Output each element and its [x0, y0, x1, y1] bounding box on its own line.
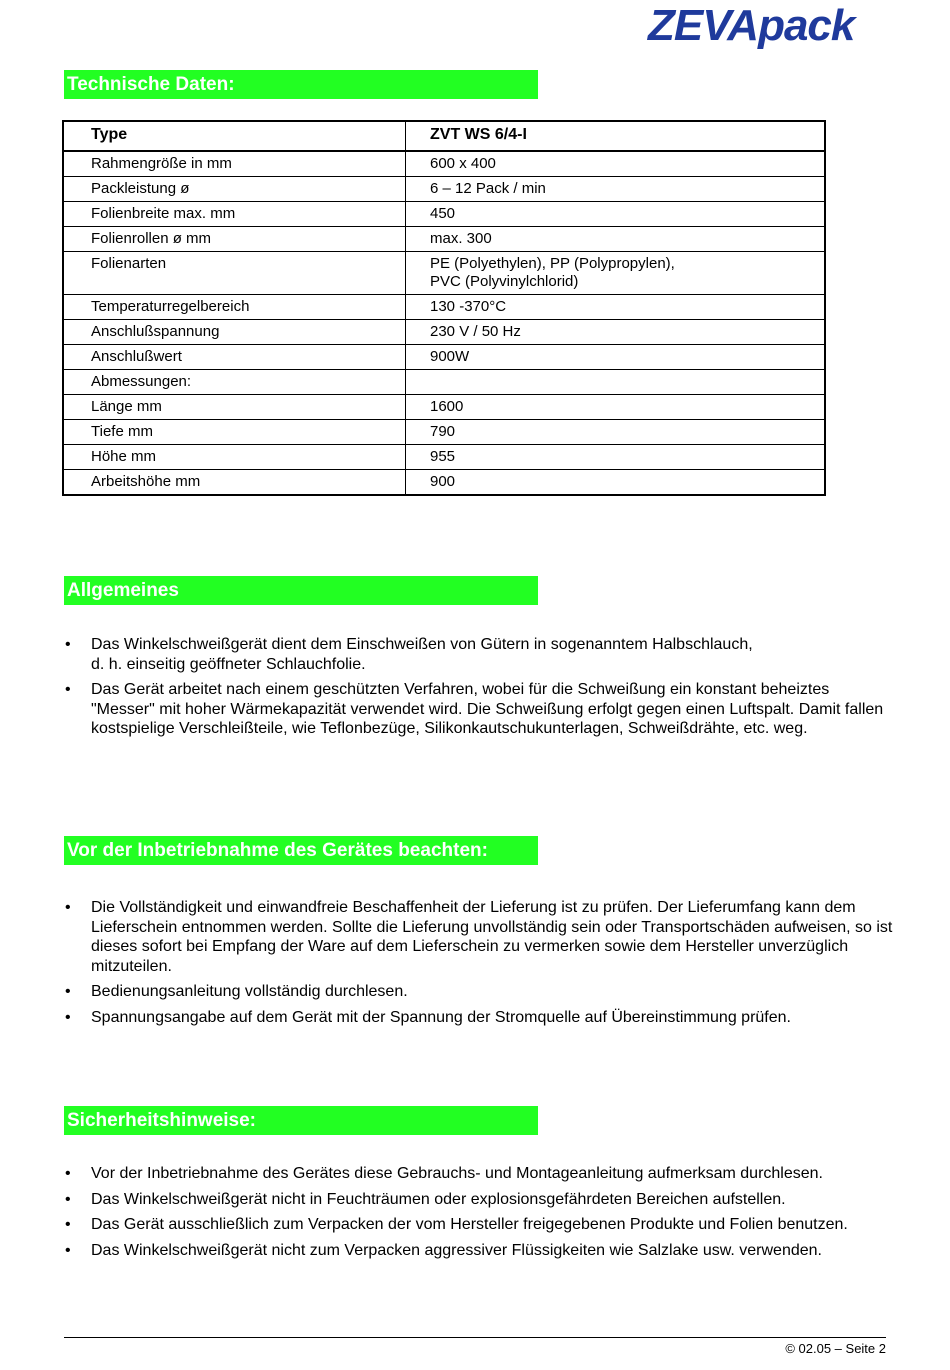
table-row	[63, 420, 825, 445]
footer-page-info: © 02.05 – Seite 2	[785, 1341, 886, 1356]
sicherheitshinweise-list	[64, 1164, 894, 1266]
list-item: • Vor der Inbetriebnahme des Gerätes diese Gebrauchs- und Montageanleitung aufmerksam durchlesen.	[64, 1164, 894, 1184]
spec-value: 900	[406, 470, 826, 496]
table-row	[63, 370, 825, 395]
list-item: • Das Winkelschweißgerät nicht zum Verpacken aggressiver Flüssigkeiten wie Salzlake usw. verwenden.	[64, 1241, 894, 1261]
vor-inbetriebnahme-list	[64, 898, 894, 1033]
table-row	[63, 395, 825, 420]
table-row	[63, 320, 825, 345]
spec-table-header	[63, 121, 825, 151]
spec-label: Folienbreite max. mm	[63, 202, 406, 227]
table-row	[63, 252, 825, 295]
table-row	[63, 445, 825, 470]
section-title-sicherheitshinweise: Sicherheitshinweise:	[64, 1106, 538, 1135]
list-item: • Die Vollständigkeit und einwandfreie Beschaffenheit der Lieferung ist zu prüfen. Der Lieferumfang kann dem Lieferschein entnommen werden. Sollte die Lieferung unvollständig sein oder Transportschäden aufweisen, so ist dieses sofort bei Empfang der Ware auf dem Lieferschein zu vermerken sowie dem Hersteller unverzüglich mitzuteilen.	[64, 898, 894, 976]
spec-value: max. 300	[406, 227, 826, 252]
spec-value	[406, 370, 826, 395]
section-title-technische-daten: Technische Daten:	[64, 70, 538, 99]
spec-label: Anschlußwert	[63, 345, 406, 370]
allgemeines-list	[64, 635, 894, 745]
table-row	[63, 227, 825, 252]
spec-value: 790	[406, 420, 826, 445]
spec-table	[62, 120, 826, 496]
list-item-text: Das Winkelschweißgerät dient dem Einschweißen von Gütern in sogenanntem Halbschlauch,	[91, 636, 753, 653]
spec-label: Arbeitshöhe mm	[63, 470, 406, 496]
list-item: • Das Gerät ausschließlich zum Verpacken der vom Hersteller freigegebenen Produkte und Folien benutzen.	[64, 1215, 894, 1235]
table-row	[63, 470, 825, 496]
spec-label: Tiefe mm	[63, 420, 406, 445]
list-item	[64, 635, 894, 674]
spec-label: Anschlußspannung	[63, 320, 406, 345]
list-item: • Spannungsangabe auf dem Gerät mit der Spannung der Stromquelle auf Übereinstimmung prüfen.	[64, 1008, 894, 1028]
spec-label: Packleistung ø	[63, 177, 406, 202]
spec-value: 1600	[406, 395, 826, 420]
spec-header-label: Type	[63, 121, 406, 151]
table-row	[63, 177, 825, 202]
spec-value-line-2: PVC (Polyvinylchlorid)	[430, 273, 579, 290]
list-item: • Bedienungsanleitung vollständig durchlesen.	[64, 982, 894, 1002]
zevapack-logo: ZEVApack	[648, 1, 855, 50]
spec-value: 450	[406, 202, 826, 227]
spec-label: Rahmengröße in mm	[63, 151, 406, 177]
footer-divider	[64, 1337, 886, 1338]
table-row	[63, 345, 825, 370]
spec-label: Höhe mm	[63, 445, 406, 470]
section-title-allgemeines: Allgemeines	[64, 576, 538, 605]
spec-label: Länge mm	[63, 395, 406, 420]
spec-header-value: ZVT WS 6/4-I	[406, 121, 826, 151]
table-row	[63, 202, 825, 227]
spec-value: 900W	[406, 345, 826, 370]
list-item-text: d. h. einseitig geöffneter Schlauchfolie.	[91, 655, 366, 673]
spec-value: 6 – 12 Pack / min	[406, 177, 826, 202]
spec-value-line-1: PE (Polyethylen), PP (Polypropylen),	[430, 255, 675, 272]
spec-value: 600 x 400	[406, 151, 826, 177]
spec-value: 955	[406, 445, 826, 470]
spec-label: Folienrollen ø mm	[63, 227, 406, 252]
table-row	[63, 151, 825, 177]
spec-label: Folienarten	[63, 252, 406, 295]
spec-value: 130 -370°C	[406, 295, 826, 320]
section-title-vor-inbetriebnahme: Vor der Inbetriebnahme des Gerätes beachten:	[64, 836, 538, 865]
spec-value	[406, 252, 826, 295]
list-item: • Das Winkelschweißgerät nicht in Feuchträumen oder explosionsgefährdeten Bereichen aufstellen.	[64, 1190, 894, 1210]
table-row	[63, 295, 825, 320]
list-item: • Das Gerät arbeitet nach einem geschützten Verfahren, wobei für die Schweißung ein konstant beheiztes "Messer" mit hoher Wärmekapazität verwendet wird. Die Schweißung erfolgt gegen einen Luftspalt. Damit fallen kostspielige Verschleißteile, wie Teflonbezüge, Silikonkautschukunterlagen, Schweißdrähte, etc. weg.	[64, 680, 894, 739]
spec-label: Abmessungen:	[63, 370, 406, 395]
spec-label: Temperaturregelbereich	[63, 295, 406, 320]
spec-value: 230 V / 50 Hz	[406, 320, 826, 345]
